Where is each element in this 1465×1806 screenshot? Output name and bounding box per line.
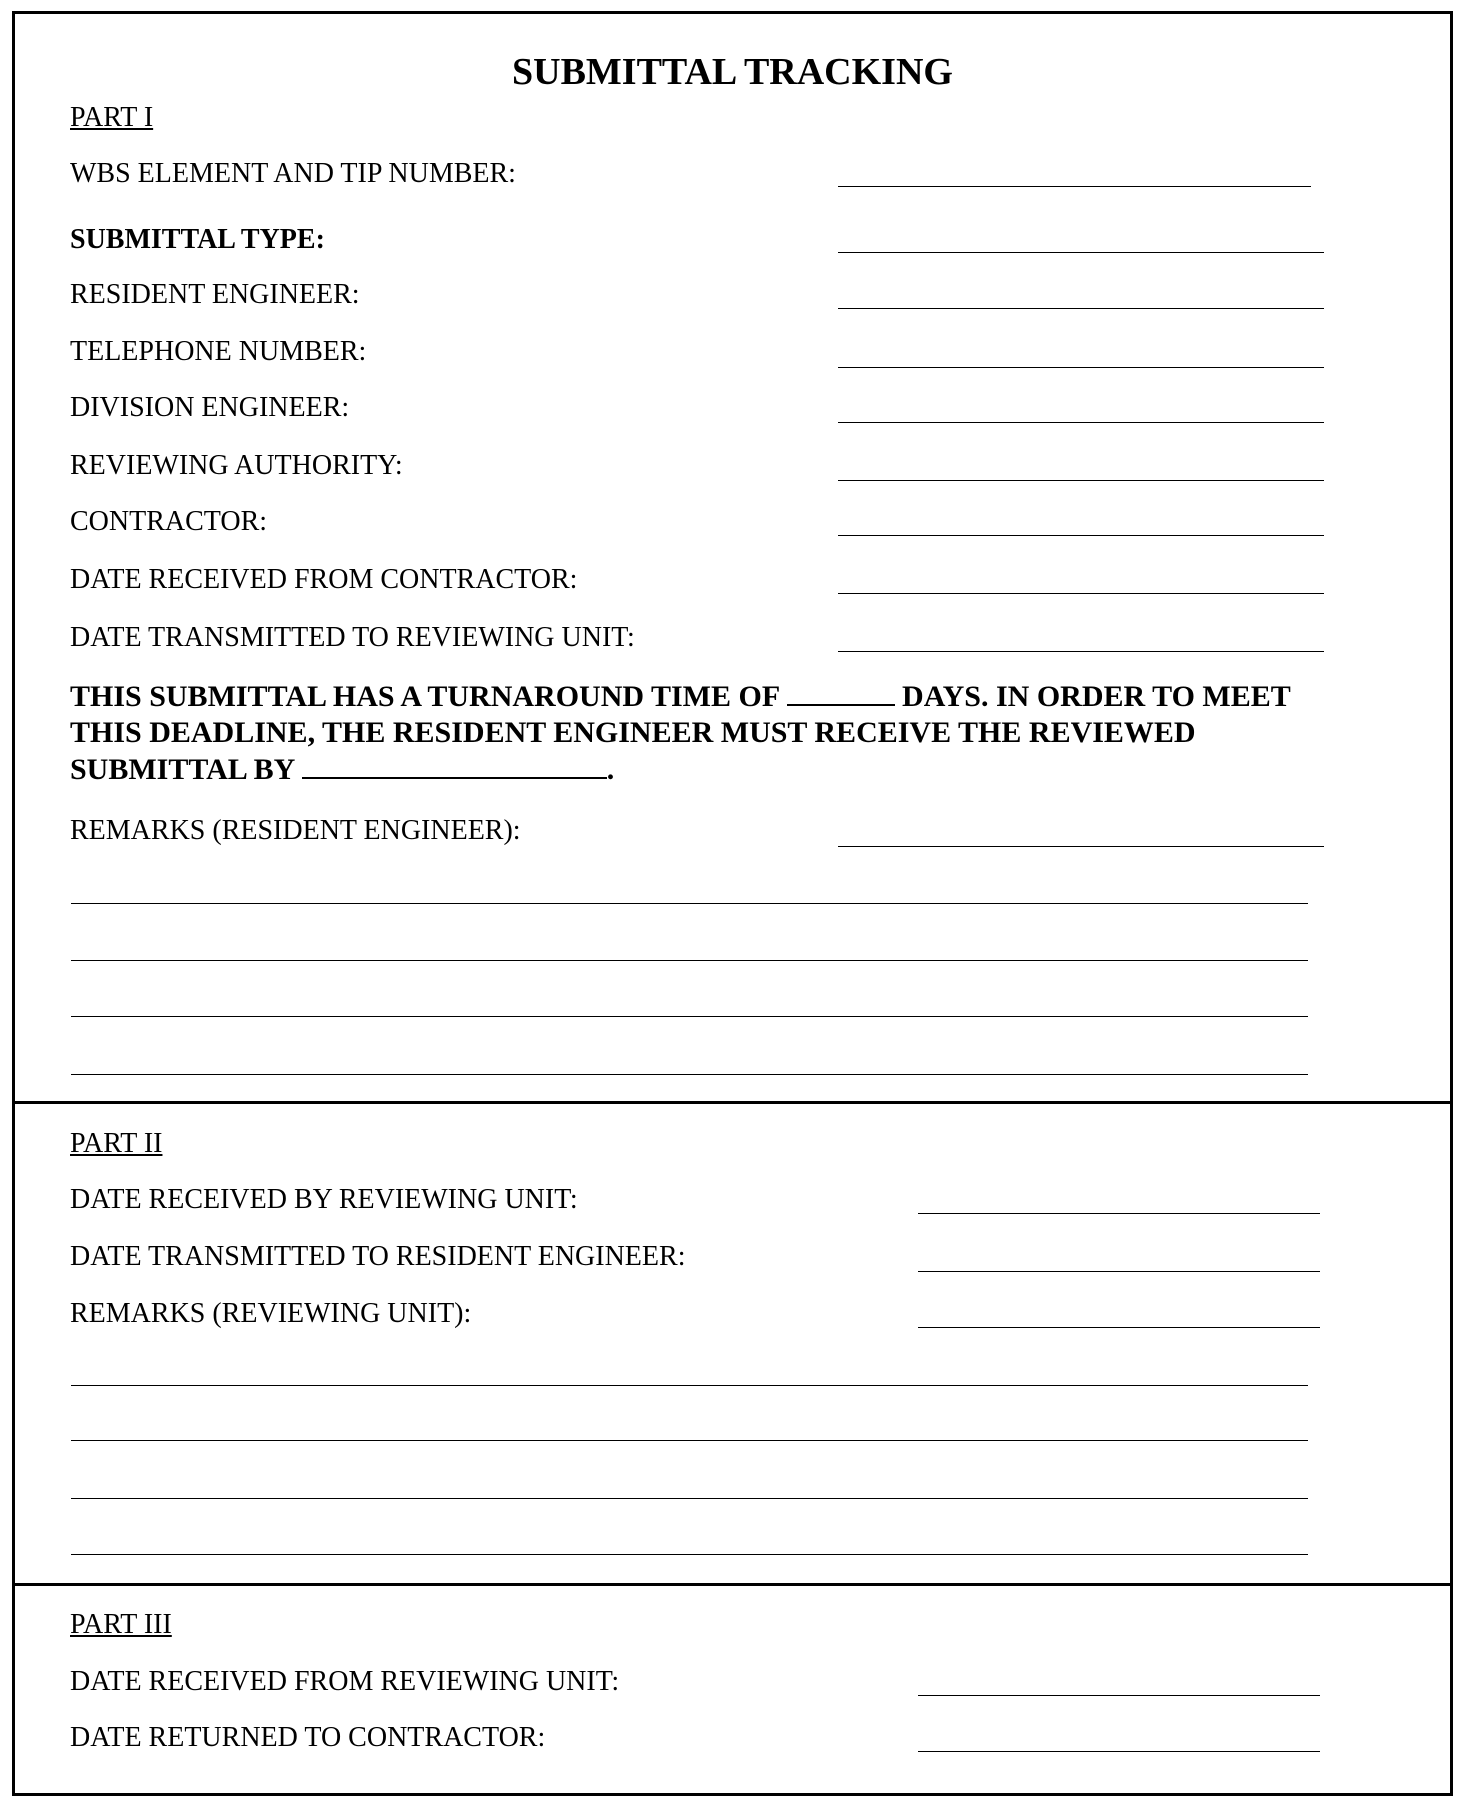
field-label-date-received-reviewing: DATE RECEIVED BY REVIEWING UNIT: — [70, 1184, 578, 1215]
field-label-wbs: WBS ELEMENT AND TIP NUMBER: — [70, 158, 516, 189]
field-line-date-received-from-reviewing[interactable] — [918, 1695, 1320, 1696]
notice-text-c: . — [606, 753, 615, 786]
field-label-contractor: CONTRACTOR: — [70, 506, 268, 537]
field-line-date-transmitted-resident[interactable] — [918, 1271, 1320, 1272]
part3-heading: PART III — [70, 1609, 172, 1640]
remarks-line-resident-2[interactable] — [71, 960, 1308, 961]
field-line-date-returned-contractor[interactable] — [918, 1751, 1320, 1752]
field-label-resident-engineer: RESIDENT ENGINEER: — [70, 279, 360, 310]
field-line-submittal-type[interactable] — [838, 252, 1324, 253]
part2-heading: PART II — [70, 1128, 163, 1159]
remarks-line-resident-3[interactable] — [71, 1016, 1308, 1017]
field-line-reviewing-authority[interactable] — [838, 480, 1324, 481]
field-label-date-transmitted-resident: DATE TRANSMITTED TO RESIDENT ENGINEER: — [70, 1241, 686, 1272]
field-label-submittal-type: SUBMITTAL TYPE: — [70, 224, 325, 255]
field-label-date-transmitted-reviewing: DATE TRANSMITTED TO REVIEWING UNIT: — [70, 622, 635, 653]
remarks-line-reviewing-4[interactable] — [71, 1554, 1308, 1555]
field-line-division-engineer[interactable] — [838, 422, 1324, 423]
field-label-telephone: TELEPHONE NUMBER: — [70, 336, 367, 367]
remarks-label-resident: REMARKS (RESIDENT ENGINEER): — [70, 815, 521, 846]
section-divider-1 — [12, 1101, 1453, 1104]
page-title: SUBMITTAL TRACKING — [512, 51, 953, 93]
remarks-line-reviewing-3[interactable] — [71, 1498, 1308, 1499]
remarks-line-resident-inline[interactable] — [838, 846, 1324, 847]
field-line-wbs[interactable] — [838, 186, 1311, 187]
field-label-date-received-from-reviewing: DATE RECEIVED FROM REVIEWING UNIT: — [70, 1666, 620, 1697]
remarks-line-resident-4[interactable] — [71, 1074, 1308, 1075]
remarks-line-resident-1[interactable] — [71, 903, 1308, 904]
field-label-date-received-contractor: DATE RECEIVED FROM CONTRACTOR: — [70, 564, 578, 595]
remarks-line-reviewing-1[interactable] — [71, 1385, 1308, 1386]
notice-text-a: THIS SUBMITTAL HAS A TURNAROUND TIME OF — [70, 680, 780, 713]
section-divider-2 — [12, 1583, 1453, 1586]
turnaround-notice — [70, 678, 1350, 788]
part1-heading: PART I — [70, 102, 154, 133]
field-line-date-received-reviewing[interactable] — [918, 1213, 1320, 1214]
field-label-division-engineer: DIVISION ENGINEER: — [70, 392, 350, 423]
field-line-date-received-contractor[interactable] — [838, 593, 1324, 594]
remarks-line-reviewing-inline[interactable] — [918, 1327, 1320, 1328]
notice-text-b: DAYS. IN ORDER TO MEET THIS DEADLINE, THE RESIDENT ENGINEER MUST RECEIVE THE REVIEWED SUBMITTAL BY — [70, 680, 1291, 786]
field-label-date-returned-contractor: DATE RETURNED TO CONTRACTOR: — [70, 1722, 546, 1753]
deadline-date-blank[interactable] — [302, 751, 607, 779]
field-line-telephone[interactable] — [838, 367, 1324, 368]
field-line-date-transmitted-reviewing[interactable] — [838, 651, 1324, 652]
remarks-line-reviewing-2[interactable] — [71, 1440, 1308, 1441]
remarks-label-reviewing: REMARKS (REVIEWING UNIT): — [70, 1298, 472, 1329]
field-line-contractor[interactable] — [838, 535, 1324, 536]
turnaround-days-blank[interactable] — [787, 678, 895, 706]
field-label-reviewing-authority: REVIEWING AUTHORITY: — [70, 450, 403, 481]
field-line-resident-engineer[interactable] — [838, 308, 1324, 309]
